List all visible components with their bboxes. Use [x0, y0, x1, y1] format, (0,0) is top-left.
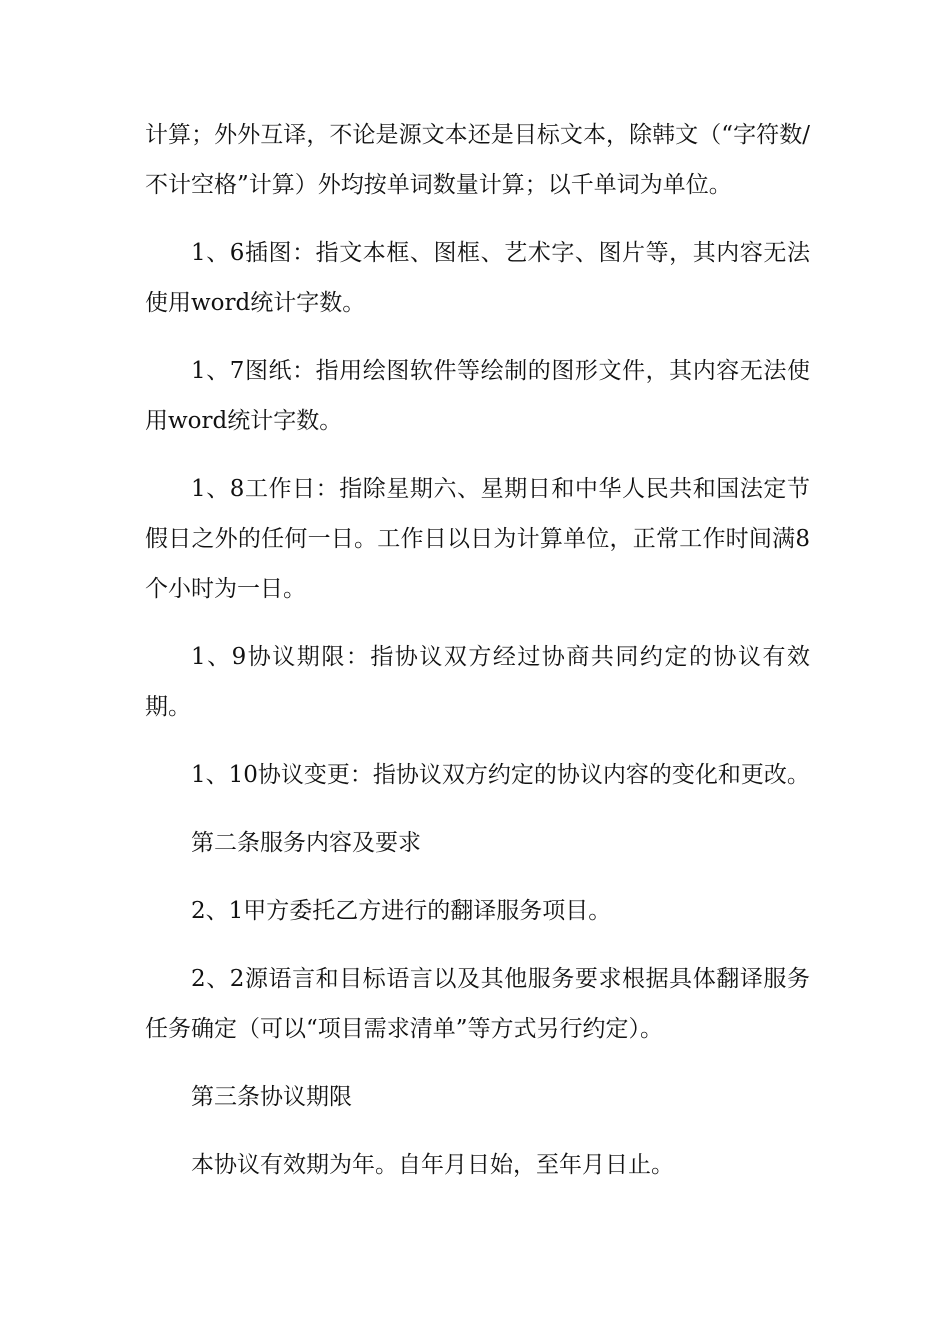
paragraph-clause-1-7: 1、7图纸：指用绘图软件等绘制的图形文件，其内容无法使用word统计字数。	[145, 358, 810, 434]
paragraph-clause-2-1: 2、1甲方委托乙方进行的翻译服务项目。	[191, 898, 612, 924]
paragraph-agreement-term: 本协议有效期为年。自年月日始，至年月日止。	[191, 1152, 674, 1178]
paragraph-clause-1-10: 1、10协议变更：指协议双方约定的协议内容的变化和更改。	[191, 762, 810, 788]
paragraph-clause-1-9: 1、9协议期限：指协议双方经过协商共同约定的协议有效期。	[145, 644, 810, 720]
paragraph-continuation: 计算；外外互译，不论是源文本还是目标文本，除韩文（“字符数/不计空格”计算）外均按单词数量计算；以千单词为单位。	[145, 122, 810, 198]
paragraph-clause-1-6: 1、6插图：指文本框、图框、艺术字、图片等，其内容无法使用word统计字数。	[145, 240, 810, 316]
section-heading-article-2: 第二条服务内容及要求	[191, 830, 421, 856]
paragraph-clause-2-2: 2、2源语言和目标语言以及其他服务要求根据具体翻译服务任务确定（可以“项目需求清单”等方式另行约定）。	[145, 966, 810, 1042]
section-heading-article-3: 第三条协议期限	[191, 1084, 352, 1110]
paragraph-clause-1-8: 1、8工作日：指除星期六、星期日和中华人民共和国法定节假日之外的任何一日。工作日以日为计算单位，正常工作时间满8个小时为一日。	[145, 476, 810, 602]
document-body	[145, 110, 810, 1208]
